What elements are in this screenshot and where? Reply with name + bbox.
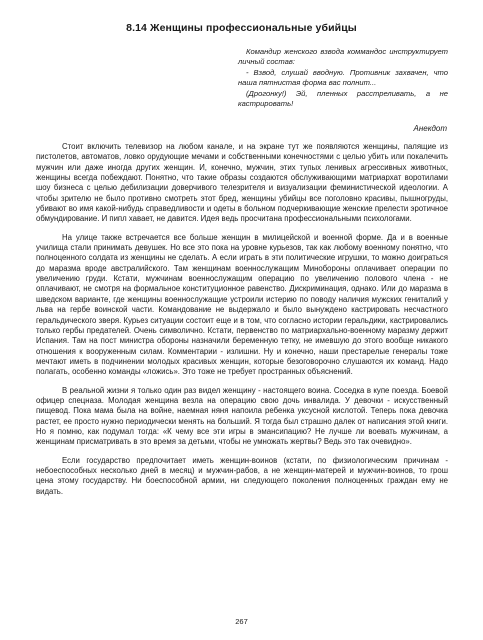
section-heading: 8.14 Женщины профессиональные убийцы — [126, 22, 357, 34]
epigraph-line: Командир женского взвода коммандос инструктирует личный состав: — [238, 47, 448, 67]
epigraph-line: (Дрогонку!) Эй, пленных расстреливать, а не кастрировать! — [238, 88, 448, 109]
paragraph: Стоит включить телевизор на любом канале, и на экране тут же появляются женщины, палящие из пистолетов, автоматов, ловко орудующие мечами и собственными конечностями с целью убить или покалечить мужчин или даже иногда других женщин. И, конечно, мужчин, этих тупых ленивых агрессивных животных, женщины всегда побеждают. Понятно, что такие образы создаются обслуживающими матриархат воротилами шоу бизнеса с целью дебилизации доверчивого телезрителя и визуализации феминистической идеологии. А чтобы зрителю не было противно смотреть этот бред, женщины убийцы все поголовно красивы, пышногруды, убивают во имя какой-нибудь справедливости и одеты в больном подчеркивающие женские прелести эротичное обмундирование. И пипл хавает, не давится. Идея ведь просчитана профессиональными психологами. — [36, 142, 448, 224]
epigraph-line: - Взвод, слушай вводную. Противник захвачен, что наша пятнистая форма вас полнит... — [238, 67, 448, 88]
paragraph: На улице также встречается все больше женщин в милицейской и военной форме. Да и в военные училища стали принимать девушек. Но все это пока на уровне курьезов, так как любому военному понятно, что полноценного солдата из женщины не сделать. А если играть в эти политические игрушки, то можно доиграться до маразма вроде австралийского. Там женщинам военнослужащим Минобороны оплачивает операции по увеличению груди. Кстати, мужчинам военнослужащим операцию по увеличению полового члена - не оплачивают, не смотря на формальное конституционное равенство. Дискриминация, однако. Или до маразма в шведском варианте, где женщины военнослужащие устроили истерию по поводу наличия мужских гениталий у льва на гербе воинской части. Командование не выдержало и было вынуждено кастрировать несчастного геральдического зверя. Курьез ситуации состоит еще и в том, что согласно истории геральдики, кастрировались только гербы предателей. Очень символично. Кстати, первенство по матриархально-военному маразму держит Испания. Там на пост министра обороны назначили беременную тетку, не имевшую до этого вообще никакого отношения к вооруженным силам. Комментарии - излишни. Ну и конечно, наши престарелые генералы тоже мечтают иметь в подчинении молодых красивых женщин, которые безоговорочно слушаются их команд. Надо полагать, особенно команды «ложись». Это тоже не требует пространных объяснений. — [36, 232, 448, 377]
epigraph-source: Анекдот — [413, 124, 447, 133]
page-number: 267 — [235, 617, 248, 626]
epigraph — [238, 47, 448, 109]
paragraph: В реальной жизни я только один раз видел женщину - настоящего воина. Соседка в купе поезда. Боевой офицер спецназа. Молодая женщина везла на операцию свою дочь инвалида. У девочки - искусственный пищевод. Пока мама была на войне, наемная няня напоила ребенка уксусной кислотой. Теперь пока девочка растет, ее просто нужно периодически менять на больший. Я тогда был страшно далек от написания этой книги. Но я помню, как подумал тогда: «К чему все эти игры в эмансипацию? Не лучше ли воевать мужчинам, а женщинам присматривать в это время за детьми, чтобы не умножать жертвы? Ведь это так очевидно». — [36, 385, 448, 447]
body-text — [36, 142, 448, 505]
paragraph: Если государство предпочитает иметь женщин-воинов (кстати, по физиологическим причинам - небоеспособных несколько дней в месяц) и мужчин-рабов, а не женщин-матерей и мужчин-воинов, то грош цена этому государству. Ни боеспособной армии, ни следующего поколения полноценных граждан ему не видать. — [36, 455, 448, 496]
